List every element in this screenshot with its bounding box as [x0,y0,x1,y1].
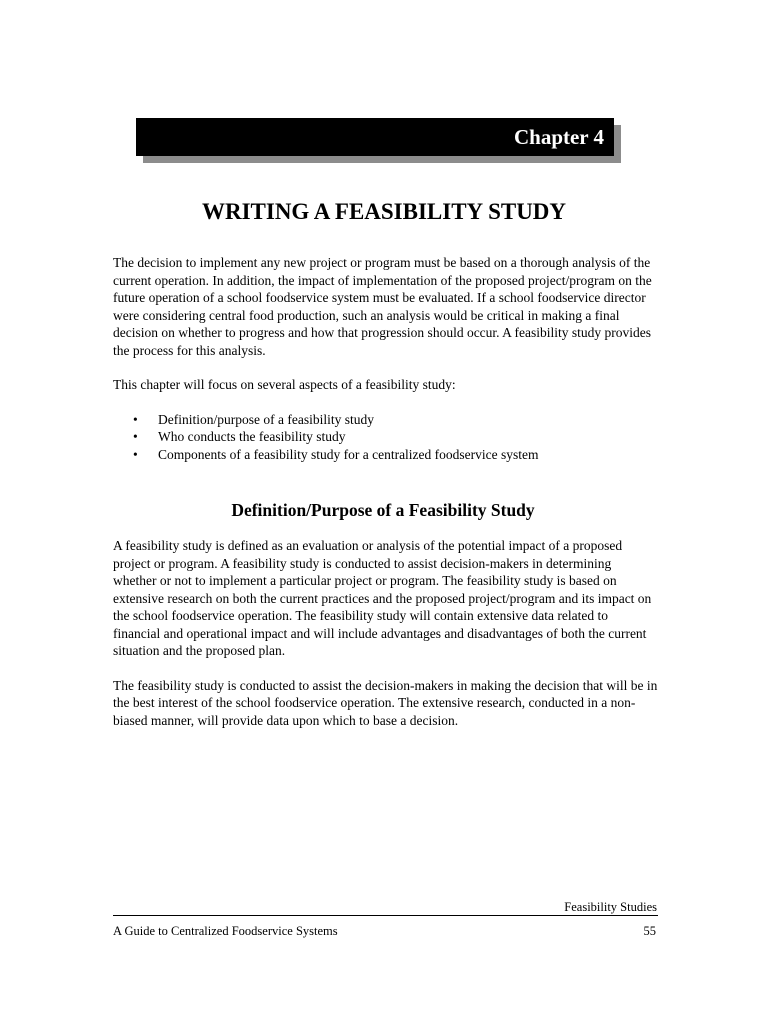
footer-book-title: A Guide to Centralized Foodservice Systems [113,924,338,938]
bullet-icon: • [133,429,138,444]
page-title: WRITING A FEASIBILITY STUDY [201,199,567,224]
footer-section-name: Feasibility Studies [564,900,657,914]
chapter-banner [136,118,614,156]
intro-lead-in: This chapter will focus on several aspects of a feasibility study: [113,377,456,392]
list-item-text: Components of a feasibility study for a centralized foodservice system [158,446,539,462]
list-item [113,428,658,446]
section-heading: Definition/Purpose of a Feasibility Study [231,500,535,520]
bullet-icon: • [133,411,138,427]
list-item [113,446,658,464]
definition-paragraph: A feasibility study is defined as an evaluation or analysis of the potential impact of a proposed project or program. A feasibility study is conducted to assist decision-makers in determining whether or not to implement a particular project or program. The feasibility study is based on extensive research on both the current practices and the proposed project/program and its impact on the school foodservice operation. The feasibility study will contain extensive data related to financial and operational impact and will include advantages and disadvantages of both the current situation and the proposed plan. [113,538,652,658]
list-item-text: Who conducts the feasibility study [158,429,346,444]
chapter-label: Chapter 4 [513,125,604,149]
footer-divider [113,915,658,916]
aspects-list [113,411,658,464]
purpose-paragraph: The feasibility study is conducted to assist the decision-makers in making the decision that will be in the best interest of the school foodservice operation. The extensive research, conducted in a non-biased manner, will provide data upon which to base a decision. [113,677,658,728]
footer-page-number: 55 [643,924,656,938]
intro-paragraph: The decision to implement any new project or program must be based on a thorough analysis of the current operation. In addition, the impact of implementation of the proposed project/program on the future operation of a school foodservice system must be evaluated. If a school foodservice director were considering central food production, such an analysis would be critical in making a final decision on whether to progress and how that progression should occur. A feasibility study provides the process for this analysis. [113,255,652,358]
bullet-icon: • [133,446,138,462]
list-item [113,411,658,429]
list-item-text: Definition/purpose of a feasibility study [158,411,374,427]
document-body [113,254,658,746]
